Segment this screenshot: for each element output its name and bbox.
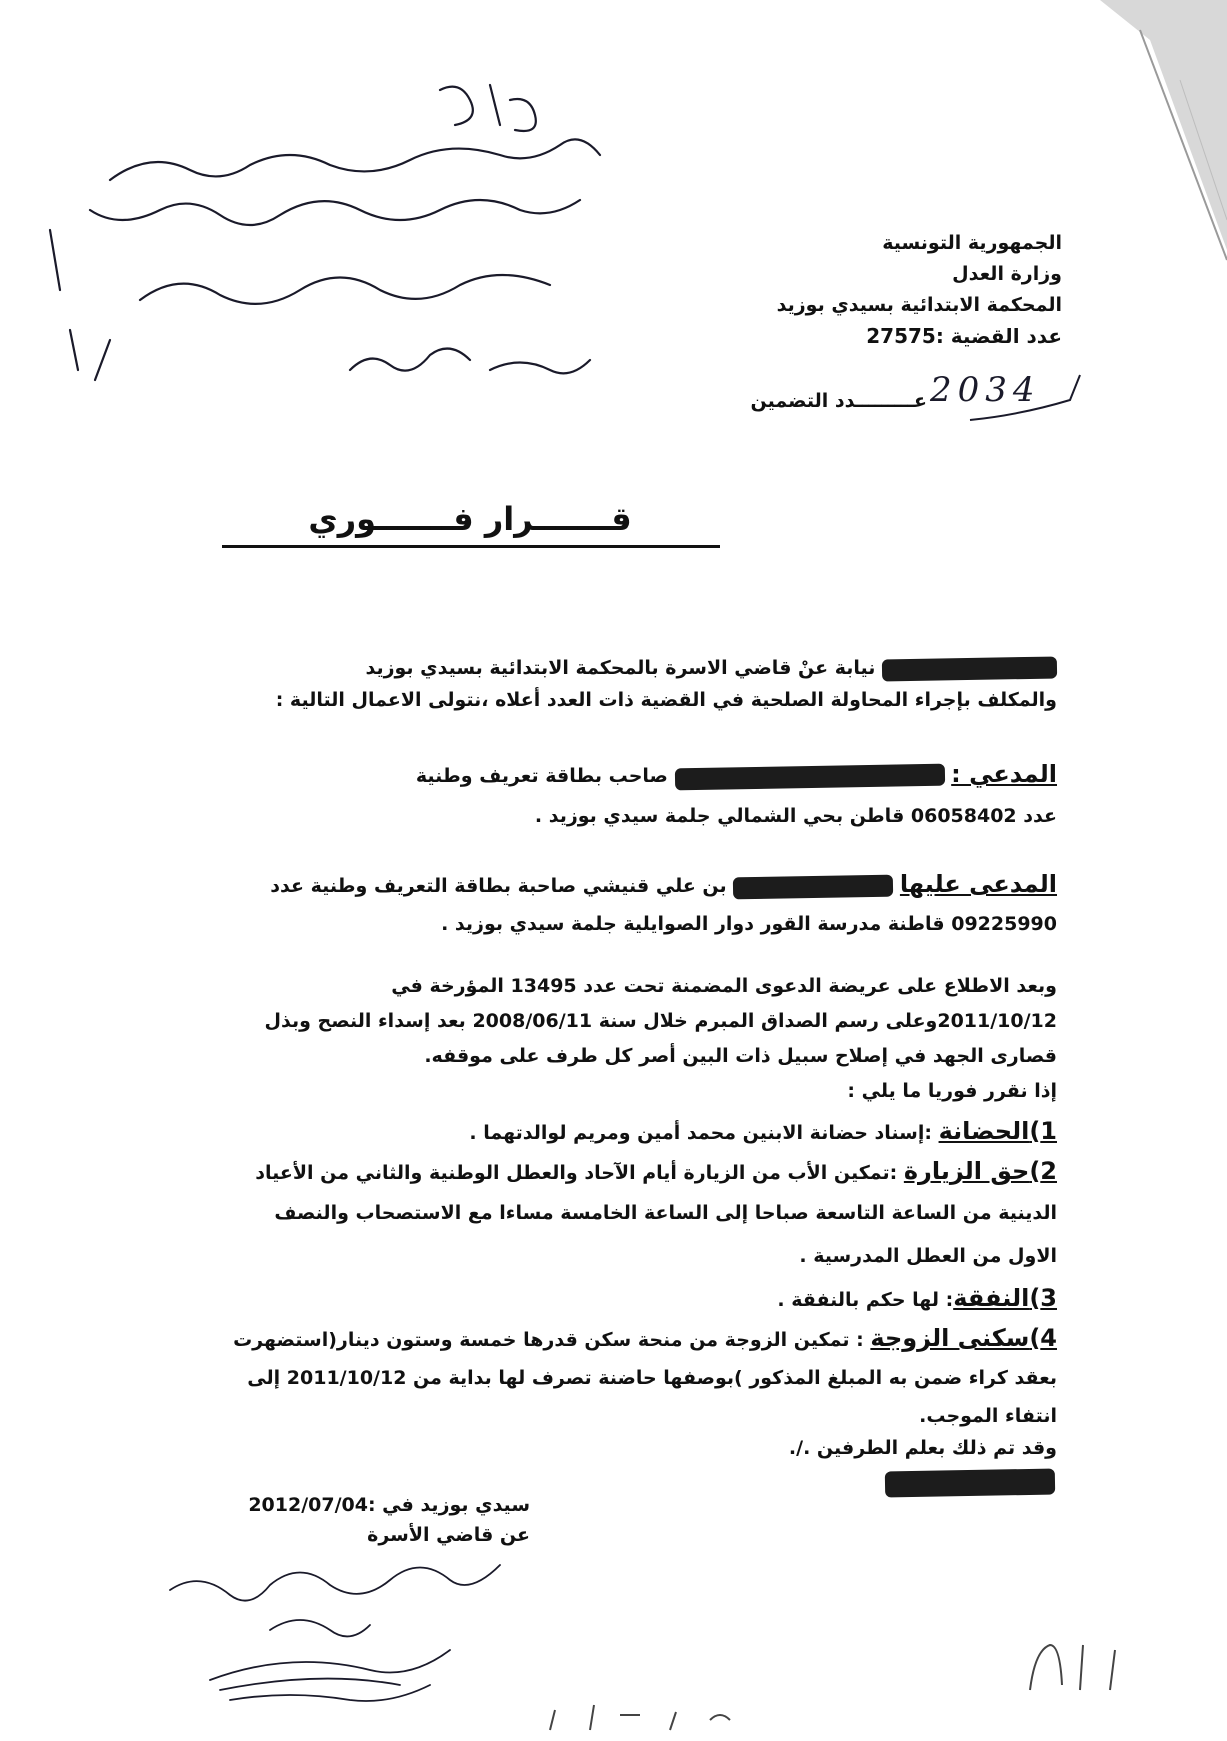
closing-line: وقد تم ذلك بعلم الطرفين ./. (788, 1437, 1057, 1459)
intro-line-1: نيابة عنْ قاضي الاسرة بالمحكمة الابتدائية بسيدي بوزيد (157, 652, 1057, 684)
decision-housing-cont-2: انتفاء الموجب. (919, 1405, 1057, 1427)
inclusion-number: 2034 (930, 370, 1041, 410)
inclusion-label: عـــــــــدد التضمين (750, 390, 927, 412)
defendant-line-1: المدعى عليها بن علي قنيشي صاحبة بطاقة التعريف وطنية عدد (270, 870, 1057, 898)
ministry-name: وزارة العدل (952, 263, 1062, 285)
decision-visitation: 2)حق الزيارة :تمكين الأب من الزيارة أيام الآحاد والعطل الوطنية والثاني من الأعياد (255, 1157, 1057, 1185)
body-line-3: قصارى الجهد في إصلاح سبيل ذات البين أصر كل طرف على موقفه. (424, 1045, 1057, 1067)
court-name: المحكمة الابتدائية بسيدي بوزيد (776, 294, 1062, 316)
inclusion-underline (960, 370, 1100, 430)
redaction-mark (674, 763, 944, 790)
redaction-mark (882, 656, 1057, 681)
decision-visitation-cont-1: الدينية من الساعة التاسعة صباحا إلى الساعة الخامسة مساءا مع الاستصحاب والنصف (274, 1202, 1057, 1224)
decision-housing: 4)سكنى الزوجة : تمكين الزوجة من منحة سكن قدرها خمسة وستون دينار(استضهرت (233, 1324, 1057, 1352)
defendant-line-2: 09225990 قاطنة مدرسة القور دوار الصوايلية جلمة سيدي بوزيد . (441, 913, 1057, 935)
on-behalf: عن قاضي الأسرة (367, 1524, 530, 1546)
document-title: قـــــــرار فـــــــوري (308, 500, 632, 538)
decision-custody: 1)الحضانة :إسناد حضانة الابنين محمد أمين ومريم لوالدتهما . (469, 1117, 1057, 1145)
place-date: سيدي بوزيد في :2012/07/04 (248, 1494, 530, 1516)
plaintiff-label: المدعي : (951, 760, 1057, 788)
redaction-mark (733, 874, 893, 899)
decision-visitation-cont-2: الاول من العطل المدرسية . (799, 1245, 1057, 1267)
handwritten-note (20, 70, 620, 390)
intro-line-2: والمكلف بإجراء المحاولة الصلحية في القضية ذات العدد أعلاه ،نتولى الاعمال التالية : (275, 689, 1057, 711)
body-line-2: 2011/10/12وعلى رسم الصداق المبرم خلال سنة 2008/06/11 بعد إسداء النصح وبذل (264, 1010, 1057, 1032)
body-line-1: وبعد الاطلاع على عريضة الدعوى المضمنة تحت عدد 13495 المؤرخة في (391, 975, 1057, 997)
handwritten-signatures (150, 1540, 1170, 1740)
decision-alimony: 3)النفقة: لها حكم بالنفقة . (777, 1284, 1057, 1312)
decision-housing-cont-1: بعقد كراء ضمن به المبلغ المذكور )بوصفها حاضنة تصرف لها بداية من 2011/10/12 إلى (247, 1367, 1057, 1389)
country-name: الجمهورية التونسية (882, 232, 1062, 254)
case-number-line (642, 321, 1062, 352)
court-header (642, 228, 1062, 352)
plaintiff-id: 06058402 (910, 805, 1017, 827)
signature-redaction (885, 1470, 1055, 1496)
plaintiff-line-2: عدد 06058402 قاطن بحي الشمالي جلمة سيدي بوزيد . (534, 805, 1057, 827)
plaintiff-line-1: المدعي : صاحب بطاقة تعريف وطنية (415, 760, 1057, 788)
defendant-label: المدعى عليها (899, 870, 1057, 898)
defendant-id: 09225990 (951, 913, 1057, 935)
body-line-4: إذا نقرر فوريا ما يلي : (847, 1080, 1057, 1102)
title-underline (222, 545, 720, 548)
case-label: عدد القضية : (935, 324, 1062, 348)
case-number: 27575 (866, 324, 936, 348)
